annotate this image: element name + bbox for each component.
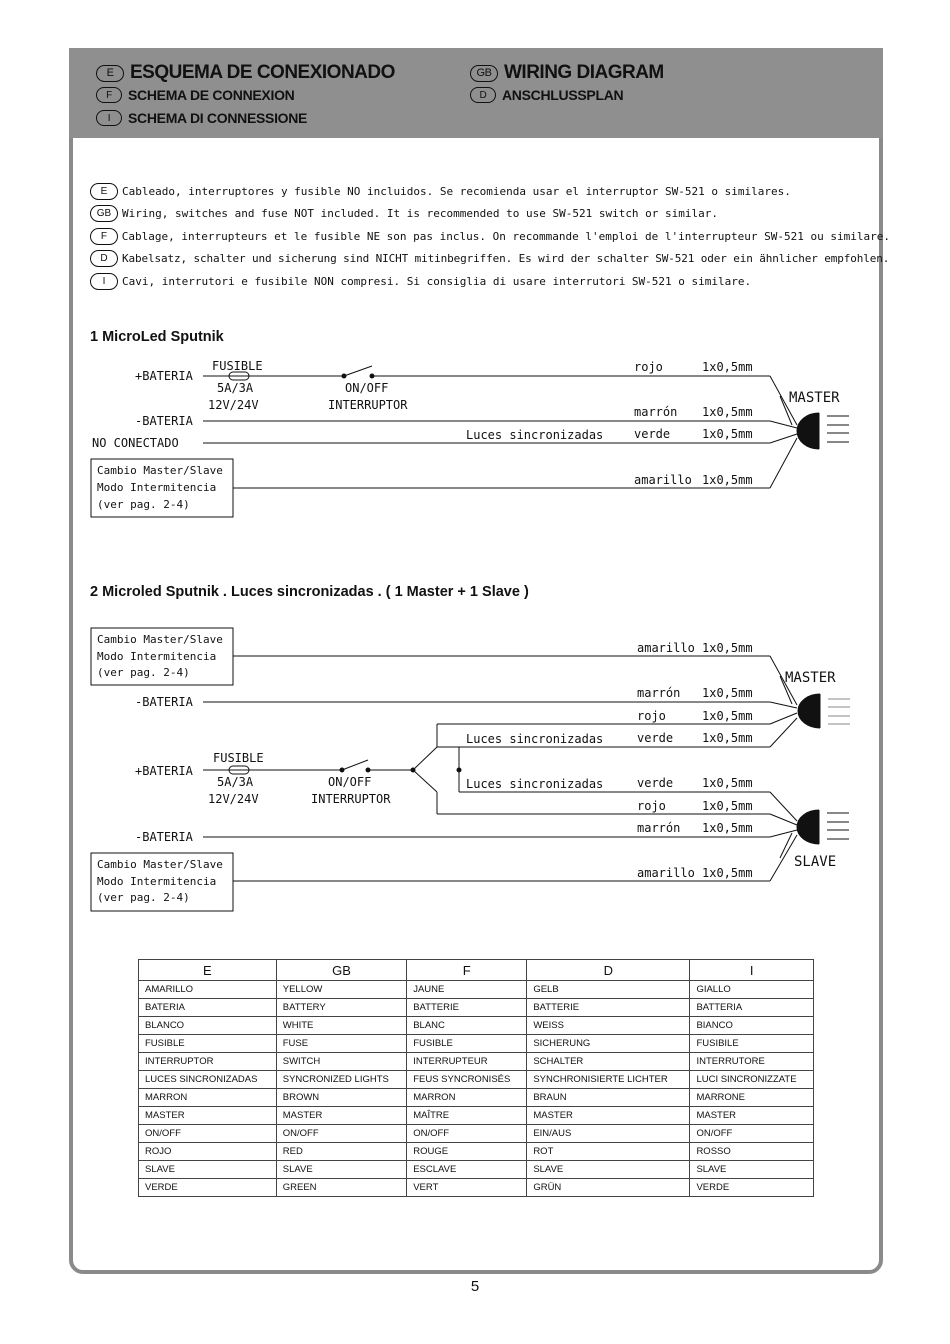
wire-gauge: 1x0,5mm: [702, 866, 753, 880]
table-cell: AMARILLO: [139, 981, 277, 999]
switch-onoff-label: ON/OFF: [345, 381, 389, 395]
table-cell: SLAVE: [276, 1161, 406, 1179]
wire-color: verde: [637, 731, 674, 745]
box-line: (ver pag. 2-4): [97, 498, 190, 511]
table-row: [139, 1017, 814, 1035]
table-cell: SYNCHRONISIERTE LICHTER: [527, 1071, 690, 1089]
table-cell: BLANCO: [139, 1017, 277, 1035]
sync-label: Luces sincronizadas: [466, 777, 604, 791]
note-text: Cablage, interrupteurs et le fusible NE son pas inclus. On recommande l'emploi de l'interrupteur SW-521 ou similare.: [121, 229, 890, 243]
section-1-title: 1 MicroLed Sputnik: [90, 329, 224, 345]
table-cell: GELB: [527, 981, 690, 999]
table-row: [139, 1053, 814, 1071]
fuse-icon: [229, 766, 249, 774]
lang-badge: E: [90, 183, 118, 200]
sync-label: Luces sincronizadas: [466, 732, 604, 746]
switch-label: INTERRUPTOR: [311, 792, 391, 806]
table-cell: FEUS SYNCRONISÉS: [407, 1071, 527, 1089]
lang-badge: GB: [470, 65, 498, 82]
wire-color: verde: [634, 427, 671, 441]
lang-badge: D: [470, 87, 496, 103]
table-cell: RED: [276, 1143, 406, 1161]
box-line: Cambio Master/Slave: [97, 858, 223, 871]
wire-gauge: 1x0,5mm: [702, 405, 753, 419]
wire-color: verde: [637, 776, 674, 790]
note-text: Cableado, interruptores y fusible NO incluidos. Se recomienda usar el interruptor SW-521 o similares.: [122, 184, 791, 198]
lang-badge: D: [90, 250, 118, 267]
note-text: Wiring, switches and fuse NOT included. It is recommended to use SW-521 switch or similar.: [122, 207, 719, 221]
lang-badge: I: [96, 110, 122, 126]
table-row: [139, 1125, 814, 1143]
table-header-row: [139, 960, 814, 981]
master-label: MASTER: [785, 670, 836, 686]
table-cell: SYNCRONIZED LIGHTS: [276, 1071, 406, 1089]
table-cell: ROSSO: [690, 1143, 814, 1161]
table-cell: BLANC: [407, 1017, 527, 1035]
switch-label: INTERRUPTOR: [328, 398, 408, 412]
section-2-title: 2 Microled Sputnik . Luces sincronizadas . ( 1 Master + 1 Slave ): [90, 584, 529, 600]
table-cell: ON/OFF: [690, 1125, 814, 1143]
wire-color: marrón: [637, 821, 681, 835]
voltage-label: 12V/24V: [208, 792, 259, 806]
lang-badge: E: [96, 65, 124, 82]
table-cell: SICHERUNG: [527, 1035, 690, 1053]
lang-badge: F: [90, 228, 118, 245]
table-cell: BATTERIE: [527, 999, 690, 1017]
table-cell: MASTER: [139, 1107, 277, 1125]
table-cell: LUCI SINCRONIZZATE: [690, 1071, 814, 1089]
wire-color: marrón: [637, 686, 681, 700]
table-cell: SLAVE: [139, 1161, 277, 1179]
bateria-neg-label: -BATERIA: [135, 695, 193, 709]
box-line: (ver pag. 2-4): [97, 666, 190, 679]
wire-color: rojo: [637, 799, 666, 813]
title-text: ESQUEMA DE CONEXIONADO: [130, 62, 395, 83]
box-line: Modo Intermitencia: [97, 875, 217, 888]
box-line: (ver pag. 2-4): [97, 891, 190, 904]
table-cell: SLAVE: [690, 1161, 814, 1179]
table-cell: BRAUN: [527, 1089, 690, 1107]
table-row: [139, 1179, 814, 1197]
table-cell: SCHALTER: [527, 1053, 690, 1071]
master-lamp-icon: [797, 413, 849, 449]
title-text: SCHEMA DE CONNEXION: [128, 87, 295, 103]
table-cell: FUSIBLE: [139, 1035, 277, 1053]
table-cell: ROUGE: [407, 1143, 527, 1161]
table-cell: GIALLO: [690, 981, 814, 999]
table-cell: MASTER: [690, 1107, 814, 1125]
wire-gauge: 1x0,5mm: [702, 427, 753, 441]
table-cell: WHITE: [276, 1017, 406, 1035]
table-row: [139, 1107, 814, 1125]
note-text: Kabelsatz, schalter und sicherung sind NICHT mitinbegriffen. Es wird der schalter SW-521 oder ein ähnlicher empfohlen.: [122, 252, 890, 266]
wire-color: amarillo: [634, 473, 692, 487]
box-line: Modo Intermitencia: [97, 650, 217, 663]
table-cell: LUCES SINCRONIZADAS: [139, 1071, 277, 1089]
switch-onoff-label: ON/OFF: [328, 775, 372, 789]
table-cell: GREEN: [276, 1179, 406, 1197]
voltage-label: 12V/24V: [208, 398, 259, 412]
column-header: D: [527, 960, 690, 981]
slave-lamp-icon: [797, 810, 849, 844]
table-row: [139, 1035, 814, 1053]
box-line: Modo Intermitencia: [97, 481, 217, 494]
table-cell: WEISS: [527, 1017, 690, 1035]
column-header: E: [139, 960, 277, 981]
wire-gauge: 1x0,5mm: [702, 709, 753, 723]
table-cell: EIN/AUS: [527, 1125, 690, 1143]
title-text: SCHEMA DI CONNESSIONE: [128, 110, 308, 126]
wire-gauge: 1x0,5mm: [702, 360, 753, 374]
box-line: Cambio Master/Slave: [97, 633, 223, 646]
table-row: [139, 1089, 814, 1107]
table-row: [139, 1071, 814, 1089]
master-label: MASTER: [789, 390, 840, 406]
table-cell: ON/OFF: [276, 1125, 406, 1143]
column-header: GB: [276, 960, 406, 981]
table-cell: MASTER: [276, 1107, 406, 1125]
table-cell: MARRON: [407, 1089, 527, 1107]
table-cell: MARRON: [139, 1089, 277, 1107]
wire-color: rojo: [634, 360, 663, 374]
wire-gauge: 1x0,5mm: [702, 821, 753, 835]
wire-gauge: 1x0,5mm: [702, 776, 753, 790]
table-cell: VERT: [407, 1179, 527, 1197]
table-row: [139, 981, 814, 999]
table-cell: SLAVE: [527, 1161, 690, 1179]
table-cell: BIANCO: [690, 1017, 814, 1035]
table-row: [139, 999, 814, 1017]
table-cell: ESCLAVE: [407, 1161, 527, 1179]
table-cell: ROJO: [139, 1143, 277, 1161]
fusible-label: FUSIBLE: [212, 359, 263, 373]
table-cell: MAÎTRE: [407, 1107, 527, 1125]
table-cell: BATERIA: [139, 999, 277, 1017]
table-row: [139, 1143, 814, 1161]
table-cell: FUSE: [276, 1035, 406, 1053]
bateria-neg-label: -BATERIA: [135, 830, 193, 844]
lang-badge: F: [96, 87, 122, 103]
bateria-pos-label: +BATERIA: [135, 764, 193, 778]
bateria-pos-label: +BATERIA: [135, 369, 193, 383]
table-cell: INTERRUTORE: [690, 1053, 814, 1071]
column-header: I: [690, 960, 814, 981]
table-cell: BATTERIA: [690, 999, 814, 1017]
translation-table: [138, 959, 814, 1197]
column-header: F: [407, 960, 527, 981]
table-cell: INTERRUPTEUR: [407, 1053, 527, 1071]
table-cell: BROWN: [276, 1089, 406, 1107]
table-cell: BATTERY: [276, 999, 406, 1017]
wire-color: marrón: [634, 405, 678, 419]
wire-gauge: 1x0,5mm: [702, 686, 753, 700]
title-text: ANSCHLUSSPLAN: [502, 87, 624, 103]
fuse-rating-label: 5A/3A: [217, 381, 254, 395]
wire-color: rojo: [637, 709, 666, 723]
wire-color: amarillo: [637, 866, 695, 880]
table-cell: VERDE: [139, 1179, 277, 1197]
table-cell: FUSIBILE: [690, 1035, 814, 1053]
fuse-rating-label: 5A/3A: [217, 775, 254, 789]
table-cell: ROT: [527, 1143, 690, 1161]
table-cell: MARRONE: [690, 1089, 814, 1107]
table-cell: BATTERIE: [407, 999, 527, 1017]
table-cell: INTERRUPTOR: [139, 1053, 277, 1071]
fusible-label: FUSIBLE: [213, 751, 264, 765]
table-cell: MASTER: [527, 1107, 690, 1125]
wire-color: amarillo: [637, 641, 695, 655]
slave-label: SLAVE: [794, 854, 837, 870]
title-text: WIRING DIAGRAM: [504, 62, 664, 83]
table-row: [139, 1161, 814, 1179]
table-cell: GRÜN: [527, 1179, 690, 1197]
table-cell: ON/OFF: [139, 1125, 277, 1143]
table-cell: SWITCH: [276, 1053, 406, 1071]
table-cell: JAUNE: [407, 981, 527, 999]
table-cell: YELLOW: [276, 981, 406, 999]
table-cell: VERDE: [690, 1179, 814, 1197]
wire-gauge: 1x0,5mm: [702, 731, 753, 745]
table-cell: FUSIBLE: [407, 1035, 527, 1053]
sync-label: Luces sincronizadas: [466, 428, 604, 442]
box-line: Cambio Master/Slave: [97, 464, 223, 477]
fuse-icon: [229, 372, 249, 380]
wire-gauge: 1x0,5mm: [702, 473, 753, 487]
lang-badge: GB: [90, 205, 118, 222]
master-lamp-icon: [798, 694, 850, 728]
note-text: Cavi, interrutori e fusibile NON compresi. Si consiglia di usare interrutori SW-521 o similare.: [122, 274, 752, 288]
wire-gauge: 1x0,5mm: [702, 641, 753, 655]
wire-gauge: 1x0,5mm: [702, 799, 753, 813]
bateria-neg-label: -BATERIA: [135, 414, 193, 428]
lang-badge: I: [90, 273, 118, 290]
table-cell: ON/OFF: [407, 1125, 527, 1143]
page-number: 5: [470, 1278, 480, 1295]
no-conectado-label: NO CONECTADO: [92, 436, 179, 450]
